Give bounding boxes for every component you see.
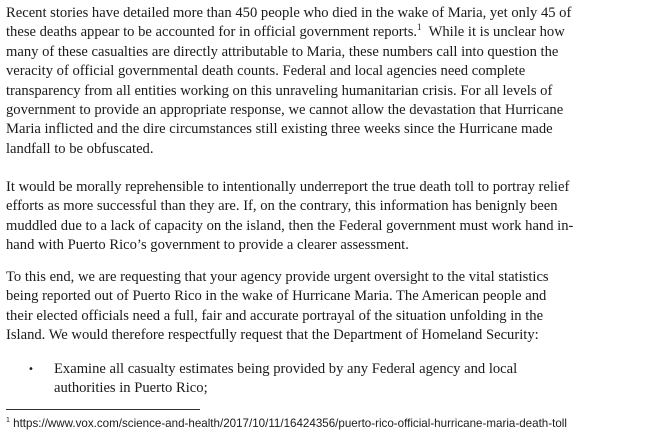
paragraph-line: landfall to be obfuscated.: [6, 140, 154, 157]
paragraph-line: hand with Puerto Rico’s government to provide a clearer assessment.: [6, 237, 409, 254]
paragraph-3: [6, 268, 549, 346]
bullet-icon: •: [28, 364, 34, 375]
footnote: [6, 417, 567, 431]
bullet-line: Examine all casualty estimates being provided by any Federal agency and local: [54, 361, 518, 377]
paragraph-line: Recent stories have detailed more than 450 people who died in the wake of Maria, yet only 45 of: [6, 5, 572, 21]
paragraph-line: transparency from all entities working on this unraveling humanitarian crisis. For all levels of: [6, 82, 553, 99]
paragraph-line: muddled due to a lack of capacity on the island, then the Federal government must work hand in-: [6, 217, 574, 234]
bullet-line: authorities in Puerto Rico;: [54, 380, 208, 397]
paragraph-line: many of these casualties are directly attributable to Maria, these numbers call into question the: [6, 43, 559, 60]
paragraph-line: efforts as more successful than they are. If, on the contrary, this information has benignly been: [6, 198, 558, 215]
paragraph-line: To this end, we are requesting that your agency provide urgent oversight to the vital statistics: [6, 269, 549, 285]
paragraph-2: [6, 178, 573, 256]
paragraph-1: [6, 4, 571, 159]
bullet-text: [54, 360, 517, 399]
footnote-url: https://www.vox.com/science-and-health/2017/10/11/16424356/puerto-rico-official-hurricane-maria-death-toll: [9, 417, 567, 430]
paragraph-line: Maria inflicted and the dire circumstances still existing three weeks since the Hurricane made: [6, 121, 553, 138]
paragraph-line-tail: While it is unclear how: [421, 24, 565, 41]
paragraph-line: [6, 23, 571, 42]
paragraph-line-text: these deaths appear to be accounted for in official government reports.: [6, 24, 418, 41]
paragraph-line: veracity of official governmental death counts. Federal and local agencies need complete: [6, 63, 526, 80]
footnote-divider: [6, 409, 200, 410]
footnote-number: 1: [6, 417, 10, 425]
paragraph-line: It would be morally reprehensible to intentionally underreport the true death toll to portray relief: [6, 179, 570, 195]
paragraph-line: being reported out of Puerto Rico in the wake of Hurricane Maria. The American people and: [6, 288, 547, 305]
paragraph-line: Island. We would therefore respectfully request that the Department of Homeland Security:: [6, 327, 539, 344]
paragraph-line: government to provide an appropriate response, we cannot allow the devastation that Hurricane: [6, 102, 564, 119]
footnote-reference: 1: [417, 22, 422, 33]
paragraph-line: their elected officials need a full, fair and accurate portrayal of the situation unfolding in the: [6, 307, 544, 324]
